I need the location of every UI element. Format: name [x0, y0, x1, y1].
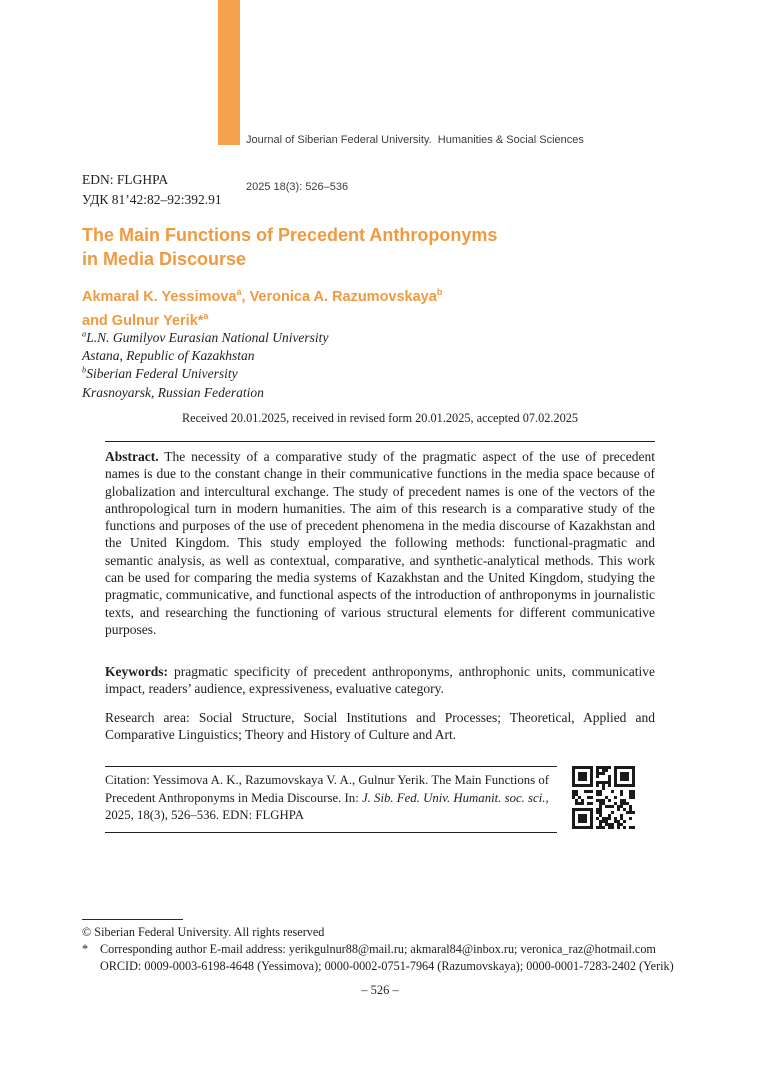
author-affil-sup: a [236, 287, 242, 298]
masthead-accent-bar [218, 0, 240, 145]
corresponding-author-text: Corresponding author E-mail address: yerikgulnur88@mail.ru; akmaral84@inbox.ru; veronica_raz@hotmail.com [100, 941, 656, 956]
research-area: Research area: Social Structure, Social Institutions and Processes; Theoretical, Applied and Comparative Linguistics; Theory and History of Culture and Art. [105, 710, 655, 743]
journal-name: Journal of Siberian Federal University. Humanities & Social Sciences [246, 134, 584, 146]
article-title-line1: The Main Functions of Precedent Anthroponyms [82, 225, 498, 245]
citation-suffix: 2025, 18(3), 526–536. EDN: FLGHPA [105, 808, 304, 823]
footnote-rule [82, 919, 183, 920]
udk-line: УДК 81’42:82–92:392.91 [82, 191, 222, 207]
page-number: – 526 – [361, 983, 399, 997]
edn-line: EDN: FLGHPA [82, 172, 169, 187]
abstract [105, 441, 655, 638]
affiliation-line: Krasnoyarsk, Russian Federation [82, 384, 264, 400]
keywords-text: pragmatic specificity of precedent anthroponyms, anthrophonic units, communicative impact, readers’ audience, expressiveness, evaluative category. [105, 664, 655, 697]
citation-journal-abbrev: J. Sib. Fed. Univ. Humanit. soc. sci., [361, 790, 549, 805]
abstract-label: Abstract. [105, 449, 159, 464]
authors-line2: and Gulnur Yerik*$^a$ [82, 310, 209, 329]
authors [82, 286, 442, 333]
asterisk-marker: * [82, 941, 89, 956]
authors-line1: Akmaral K. Yessimova$^a$, Veronica A. Razumovskaya$^b$ [82, 287, 443, 305]
keywords [105, 663, 655, 698]
article-identifiers [82, 170, 222, 209]
article-title [82, 224, 497, 271]
journal-header [246, 102, 584, 226]
qr-code [572, 766, 635, 829]
author-affil-sup: b [436, 287, 443, 298]
orcid-line: ORCID: 0009-0003-6198-4648 (Yessimova); 0000-0002-0751-7964 (Razumovskaya); 0000-0001-7283-2402 (Yerik) [100, 958, 674, 973]
footnotes [82, 919, 688, 974]
abstract-text: The necessity of a comparative study of the pragmatic aspect of the use of precedent names is due to the constant change in their communicative functions in the media space because of globalization and intercultural exchange. The study of precedent names is one of the vectors of the anthropological turn in modern humanities. The aim of this research is a comparative study of the functions and purposes of the use of precedent phenomena in the media discourse of Kazakhstan and the United Kingdom. This study employed the following methods: functional-pragmatic and semantic analysis, as well as contextual, comparative, and synthetic-analytical methods. This work can be used for comparing the media systems of Kazakhstan and the United Kingdom, studying the pragmatic, communicative, and functional aspects of the introduction of anthroponyms in journalistic texts, and researching the functioning of various structural elements for different communicative purposes. [105, 449, 655, 637]
received-line: Received 20.01.2025, received in revised form 20.01.2025, accepted 07.02.2025 [181, 411, 579, 425]
author-affil-sup: a [203, 310, 209, 321]
copyright-line: © Siberian Federal University. All rights reserved [82, 925, 325, 939]
article-title-line2: in Media Discourse [82, 248, 247, 269]
affiliation-line: $^a$L.N. Gumilyov Eurasian National University [82, 329, 329, 345]
citation-prefix: Citation: Yessimova A. K., Razumovskaya V. A., Gulnur Yerik. The Main Functions of Precedent Anthroponyms in Media Discourse. In: [105, 773, 549, 805]
affiliations [82, 329, 328, 402]
affiliation-line: $^b$Siberian Federal University [82, 365, 238, 382]
keywords-label: Keywords: [105, 664, 168, 679]
affiliation-line: Astana, Republic of Kazakhstan [82, 348, 255, 364]
corresponding-author-line [82, 941, 688, 958]
citation-block [105, 766, 557, 833]
journal-issue: 2025 18(3): 526–536 [246, 180, 349, 193]
